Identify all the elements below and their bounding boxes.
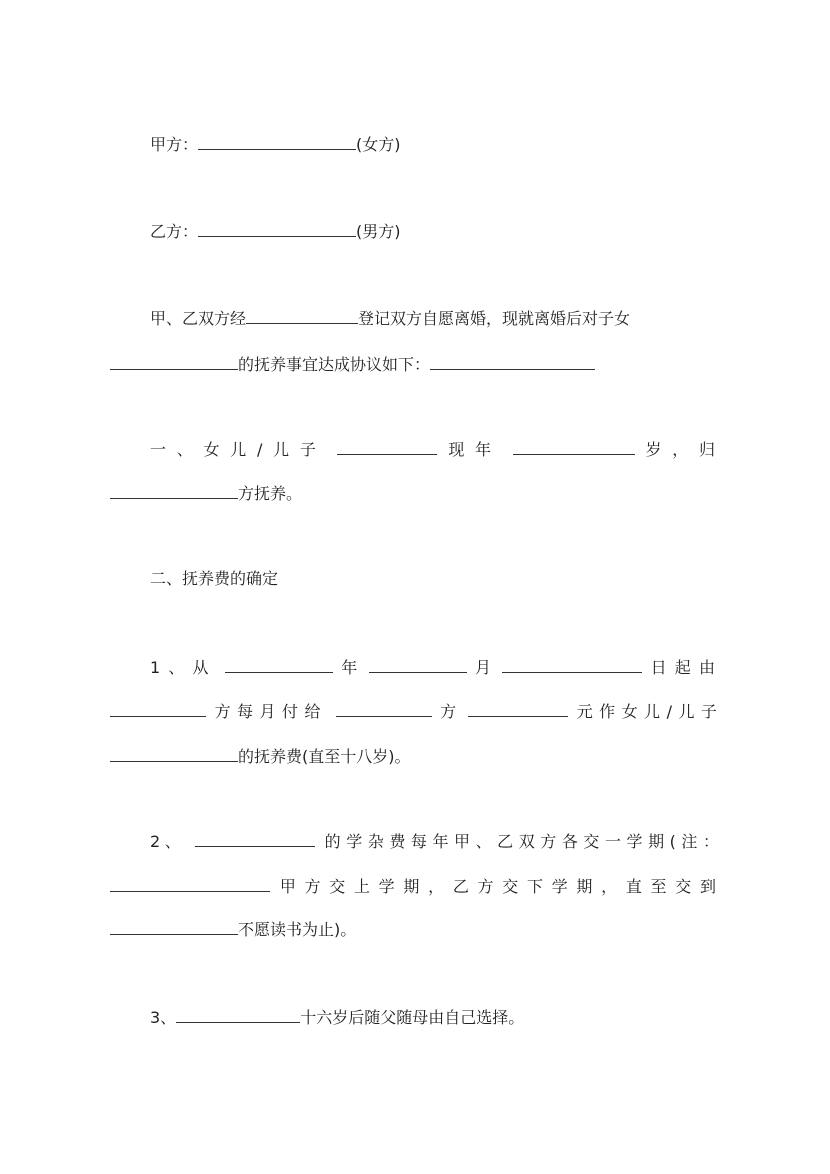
- blank-field: [369, 656, 467, 673]
- text: 甲、乙双方经: [150, 309, 247, 328]
- blank-field: [336, 700, 432, 717]
- text: 1、从: [150, 658, 217, 677]
- blank-field: [337, 438, 437, 455]
- text: 甲方交上学期，乙方交下学期，直至交到: [279, 877, 720, 896]
- blank-field: [430, 353, 595, 370]
- text: 登记双方自愿离婚，现就离婚后对子女: [358, 309, 631, 328]
- text: 年: [341, 658, 361, 677]
- text: 3、: [150, 1008, 177, 1027]
- clause1-line-1: [150, 656, 720, 679]
- label: 甲方：: [150, 135, 199, 154]
- blank-field: [110, 700, 206, 717]
- blank-field: [110, 353, 238, 370]
- blank-field: [502, 656, 642, 673]
- text: 日起由: [650, 658, 720, 677]
- text: 十六岁后随父随母由自己选择。: [300, 1008, 525, 1027]
- blank-field: [246, 307, 358, 324]
- party-a-line: [150, 133, 401, 156]
- item1-line-2: [110, 482, 302, 505]
- clause1-line-3: [110, 745, 411, 768]
- clause3-line: [150, 1006, 524, 1029]
- text: 一、女儿/儿子: [150, 440, 327, 459]
- text: 不愿读书为止)。: [238, 920, 357, 939]
- blank-field: [468, 700, 568, 717]
- section-2-heading: [150, 568, 278, 590]
- clause1-line-2: [110, 700, 720, 723]
- blank-field: [176, 1006, 300, 1023]
- blank-field: [198, 220, 356, 237]
- blank-field: [110, 918, 238, 935]
- text: 方: [440, 702, 460, 721]
- label: (女方): [356, 135, 401, 154]
- blank-field: [513, 438, 635, 455]
- intro-line-1: [150, 307, 630, 330]
- clause2-line-3: [110, 918, 356, 941]
- blank-field: [110, 745, 238, 762]
- blank-field: [110, 875, 270, 892]
- blank-field: [195, 830, 315, 847]
- item1-line-1: [150, 438, 720, 461]
- heading: 二、抚养费的确定: [150, 569, 279, 588]
- blank-field: [198, 133, 356, 150]
- text: 的学杂费每年甲、乙双方各交一学期(注：: [324, 832, 720, 851]
- text: 的抚养事宜达成协议如下：: [238, 355, 431, 374]
- text: 的抚养费(直至十八岁)。: [238, 747, 411, 766]
- party-b-line: [150, 220, 401, 243]
- clause2-line-1: [150, 830, 720, 853]
- clause2-line-2: [110, 875, 720, 898]
- intro-line-2: [110, 353, 595, 376]
- blank-field: [110, 482, 238, 499]
- text: 2、: [150, 832, 186, 851]
- text: 方每月付给: [214, 702, 327, 721]
- text: 方抚养。: [238, 484, 303, 503]
- blank-field: [225, 656, 333, 673]
- text: 元作女儿/儿子: [576, 702, 720, 721]
- text: 岁，归: [645, 440, 720, 459]
- label: (男方): [356, 222, 401, 241]
- label: 乙方：: [150, 222, 199, 241]
- text: 现年: [448, 440, 502, 459]
- text: 月: [474, 658, 495, 677]
